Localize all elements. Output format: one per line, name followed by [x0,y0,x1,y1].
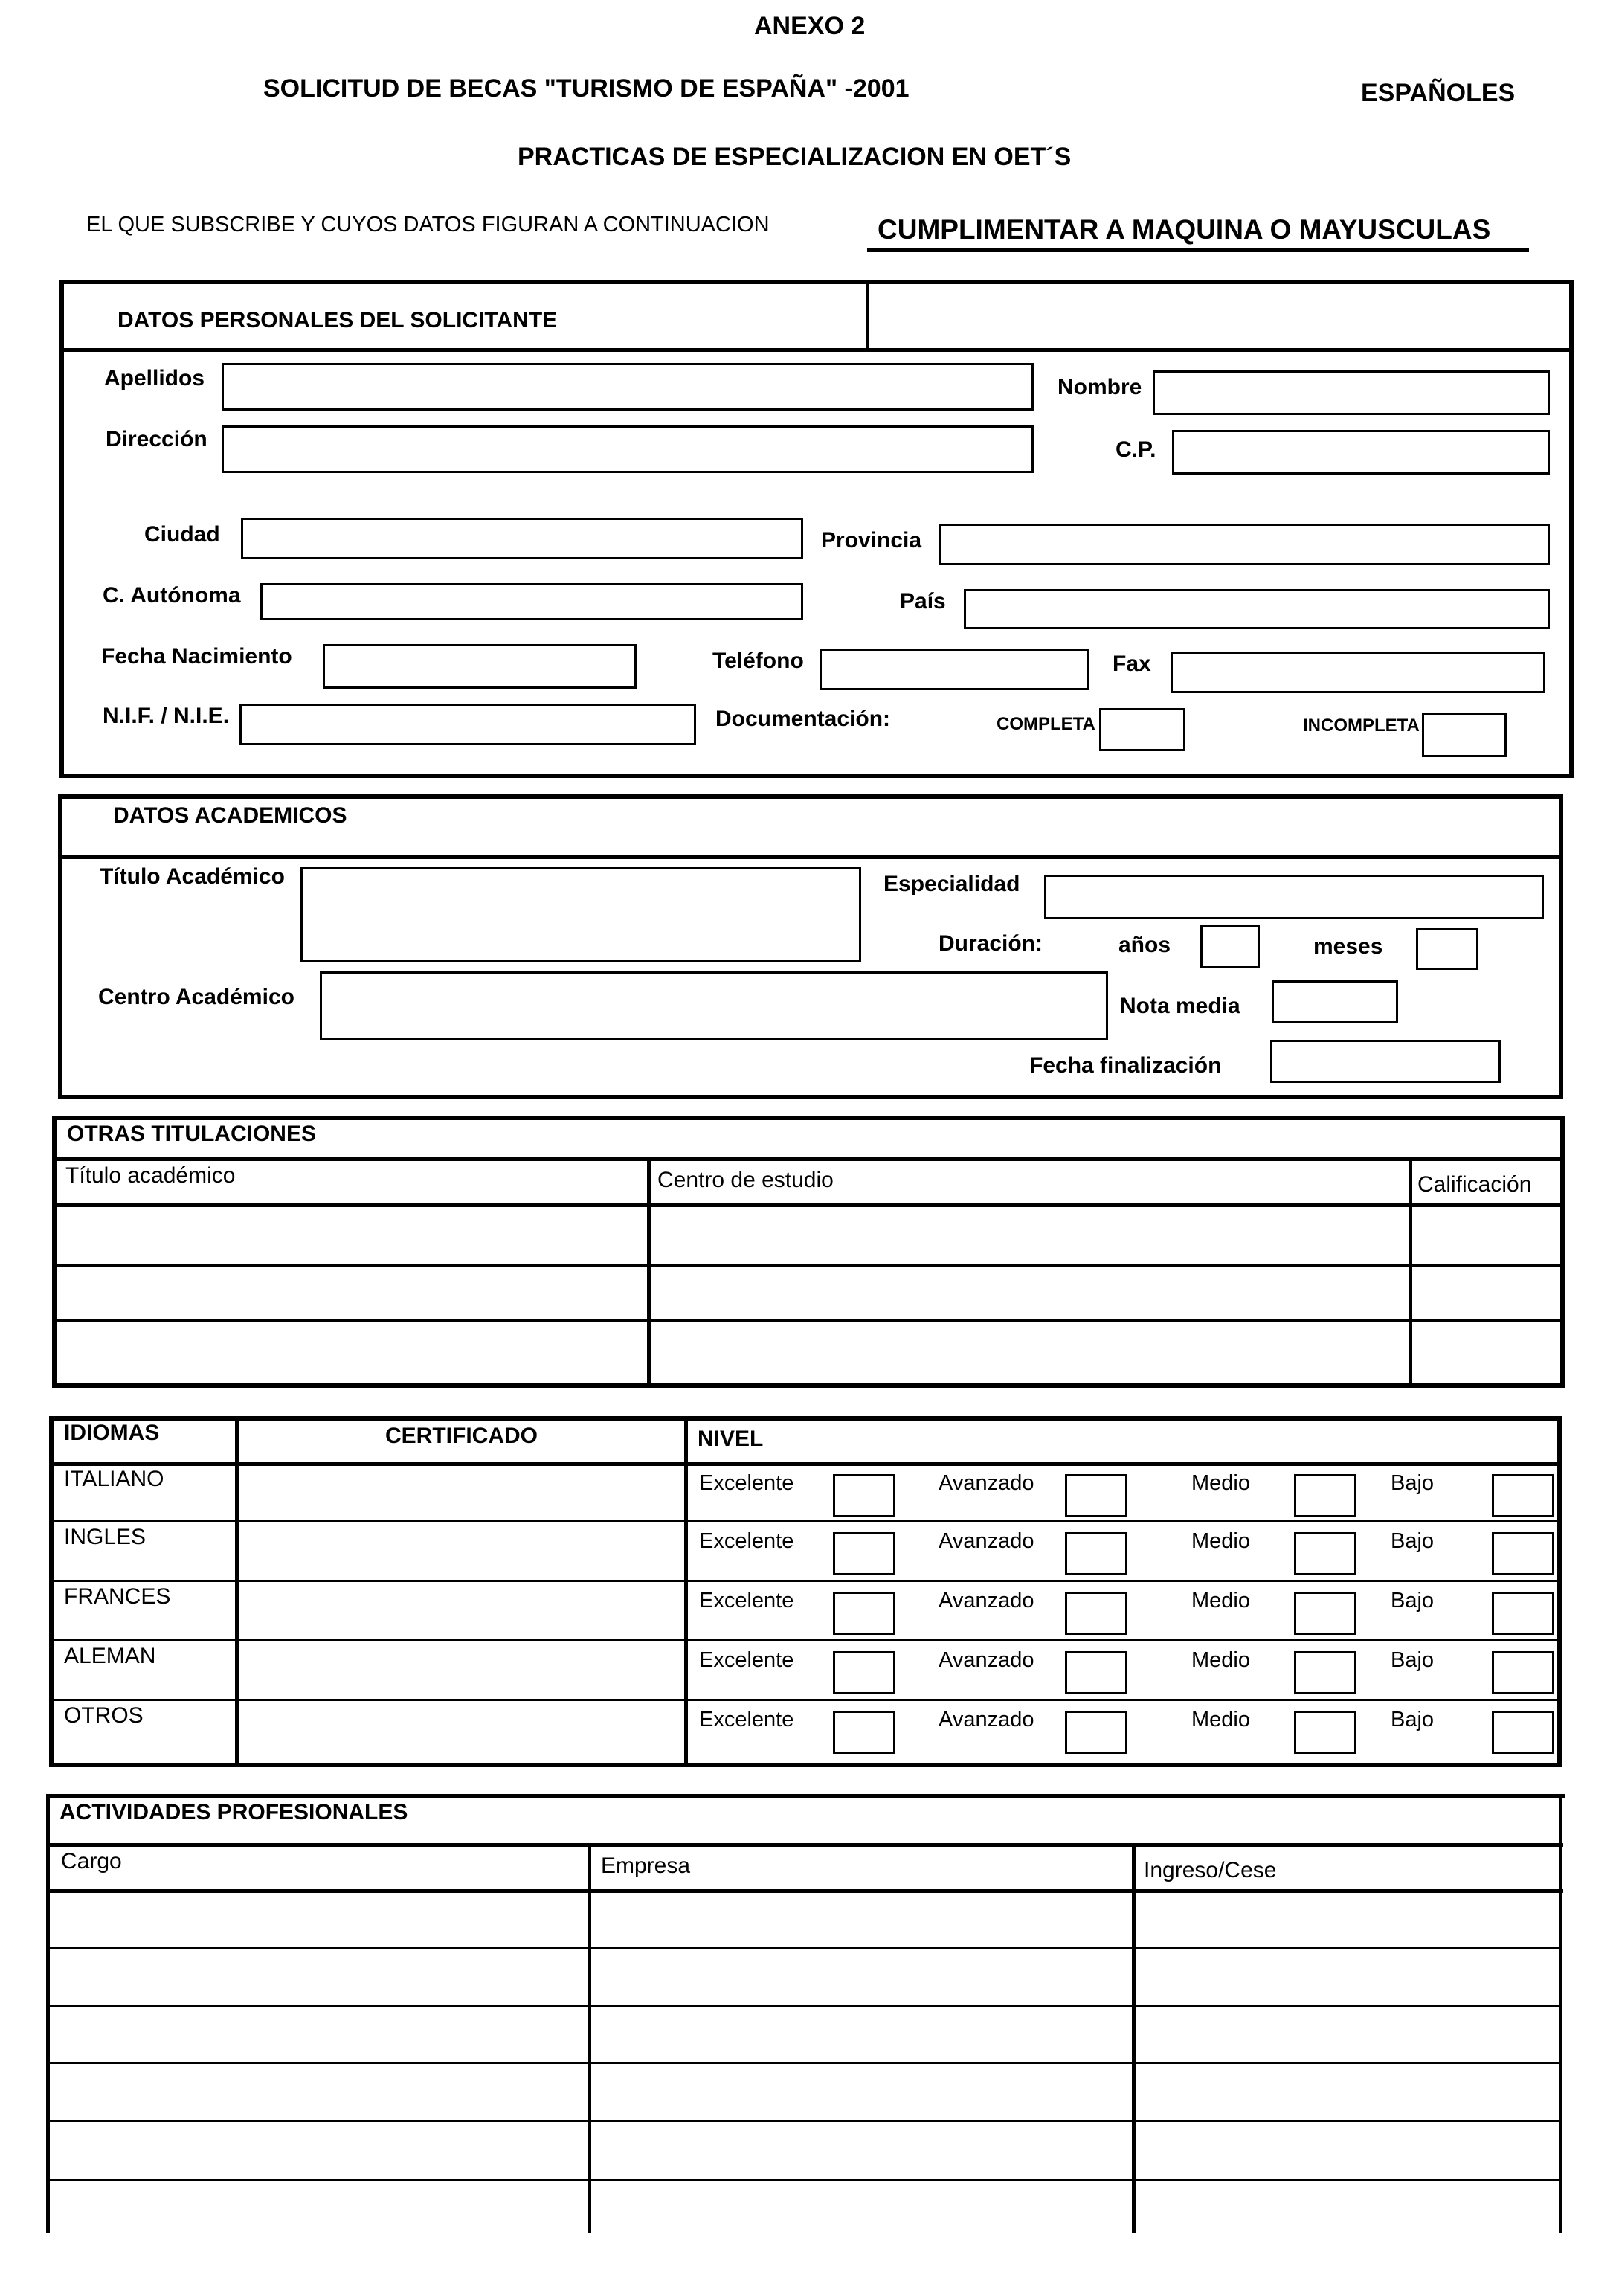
certificado-cell-otros[interactable] [239,1700,681,1755]
otras-col-titulo: Título académico [65,1163,236,1188]
nota-field[interactable] [1272,980,1398,1023]
otras-row-line-1 [57,1264,1560,1267]
personal-header-divider [64,348,1571,352]
level-label-avanzado: Avanzado [939,1471,1034,1495]
actividades-header-divider [46,1843,1563,1847]
pais-label: País [900,589,946,614]
otras-section-title: OTRAS TITULACIONES [67,1122,316,1146]
actividades-row-line-3 [48,2062,1560,2064]
actividades-left-border [46,1794,50,2233]
personal-section-title: DATOS PERSONALES DEL SOLICITANTE [118,308,558,332]
level-label-avanzado: Avanzado [939,1529,1034,1553]
especialidad-label: Especialidad [883,872,1020,896]
especialidad-field[interactable] [1044,875,1544,919]
actividades-row-line-1 [48,1947,1560,1949]
level-label-excelente: Excelente [699,1589,794,1612]
academic-header-divider [62,855,1559,859]
level-label-bajo: Bajo [1391,1708,1435,1731]
actividades-col-split-2 [1132,1845,1136,2233]
level-label-medio: Medio [1191,1589,1250,1612]
level-checkbox-otros-medio[interactable] [1294,1711,1356,1754]
certificado-cell-aleman[interactable] [239,1641,681,1696]
otras-section [52,1116,1565,1388]
completa-checkbox[interactable] [1099,708,1185,751]
certificado-cell-italiano[interactable] [239,1464,681,1519]
level-label-excelente: Excelente [699,1648,794,1672]
level-label-avanzado: Avanzado [939,1708,1034,1731]
provincia-label: Provincia [821,528,922,553]
intro-text: EL QUE SUBSCRIBE Y CUYOS DATOS FIGURAN A CONTINUACION [86,213,770,237]
level-checkbox-aleman-medio[interactable] [1294,1651,1356,1694]
level-checkbox-ingles-bajo[interactable] [1492,1532,1554,1575]
level-label-excelente: Excelente [699,1471,794,1495]
nacimiento-field[interactable] [323,644,637,689]
nombre-label: Nombre [1058,375,1142,399]
level-checkbox-aleman-excelente[interactable] [833,1651,895,1694]
direccion-label: Dirección [106,427,207,451]
level-checkbox-frances-excelente[interactable] [833,1592,895,1635]
cp-label: C.P. [1116,437,1156,462]
completa-label: COMPLETA [997,714,1095,734]
fax-field[interactable] [1171,652,1545,693]
fecha-fin-label: Fecha finalización [1029,1053,1222,1078]
actividades-col-split-1 [588,1845,591,2233]
level-checkbox-ingles-avanzado[interactable] [1065,1532,1127,1575]
centro-field[interactable] [320,971,1108,1040]
meses-field[interactable] [1416,928,1478,970]
level-label-bajo: Bajo [1391,1589,1435,1612]
nif-label: N.I.F. / N.I.E. [103,704,230,728]
level-checkbox-frances-avanzado[interactable] [1065,1592,1127,1635]
instruction-text: CUMPLIMENTAR A MAQUINA O MAYUSCULAS [878,214,1491,245]
actividades-row-line-2 [48,2005,1560,2007]
nif-field[interactable] [239,704,696,745]
idiomas-col-split-1 [235,1418,239,1764]
level-checkbox-italiano-excelente[interactable] [833,1474,895,1517]
otras-colheader-divider [57,1203,1560,1207]
level-checkbox-italiano-bajo[interactable] [1492,1474,1554,1517]
idiomas-col-nivel: NIVEL [698,1427,764,1451]
incompleta-label: INCOMPLETA [1303,716,1420,736]
actividades-row-line-4 [48,2120,1560,2122]
provincia-field[interactable] [939,524,1550,565]
level-checkbox-italiano-medio[interactable] [1294,1474,1356,1517]
telefono-field[interactable] [820,649,1089,690]
level-label-bajo: Bajo [1391,1648,1435,1672]
level-checkbox-frances-medio[interactable] [1294,1592,1356,1635]
anos-label: años [1118,933,1171,957]
cp-field[interactable] [1172,430,1550,475]
fax-label: Fax [1113,652,1151,676]
form-subtitle: PRACTICAS DE ESPECIALIZACION EN OET´S [518,143,1072,171]
otras-col-split-1 [647,1159,651,1383]
anos-field[interactable] [1200,925,1260,968]
level-checkbox-aleman-avanzado[interactable] [1065,1651,1127,1694]
documentacion-label: Documentación: [715,707,891,731]
certificado-cell-ingles[interactable] [239,1522,681,1577]
autonoma-label: C. Autónoma [103,583,241,608]
direccion-field[interactable] [222,425,1034,473]
language-label-aleman: ALEMAN [64,1644,156,1668]
actividades-col-empresa: Empresa [601,1853,691,1878]
level-label-excelente: Excelente [699,1529,794,1553]
idiomas-col-split-2 [684,1418,688,1764]
level-checkbox-ingles-medio[interactable] [1294,1532,1356,1575]
category-label: ESPAÑOLES [1361,79,1516,107]
level-checkbox-italiano-avanzado[interactable] [1065,1474,1127,1517]
duracion-label: Duración: [939,931,1043,956]
personal-header-split [866,284,869,350]
otras-col-calif: Calificación [1417,1172,1532,1197]
form-title: SOLICITUD DE BECAS "TURISMO DE ESPAÑA" -2001 [263,74,910,103]
instruction-underline [867,248,1529,252]
actividades-colheader-divider [46,1889,1563,1893]
level-checkbox-otros-avanzado[interactable] [1065,1711,1127,1754]
telefono-label: Teléfono [712,649,804,673]
ciudad-field[interactable] [241,518,803,559]
fecha-fin-field[interactable] [1270,1040,1501,1083]
nacimiento-label: Fecha Nacimiento [101,644,292,669]
otras-col-centro: Centro de estudio [657,1168,834,1192]
language-label-italiano: ITALIANO [64,1467,164,1491]
level-label-avanzado: Avanzado [939,1648,1034,1672]
idiomas-col-cert: CERTIFICADO [385,1424,538,1448]
apellidos-field[interactable] [222,363,1034,411]
level-label-bajo: Bajo [1391,1529,1435,1553]
ciudad-label: Ciudad [144,522,220,547]
autonoma-field[interactable] [260,583,803,620]
titulo-field[interactable] [300,867,861,962]
level-checkbox-ingles-excelente[interactable] [833,1532,895,1575]
level-label-medio: Medio [1191,1529,1250,1553]
level-label-excelente: Excelente [699,1708,794,1731]
certificado-cell-frances[interactable] [239,1581,681,1636]
meses-label: meses [1313,934,1383,959]
actividades-top-border [46,1794,1565,1798]
otras-row-line-2 [57,1319,1560,1322]
idiomas-col-idiomas: IDIOMAS [64,1421,160,1445]
academic-section-title: DATOS ACADEMICOS [113,803,347,828]
apellidos-label: Apellidos [104,366,205,390]
language-label-frances: FRANCES [64,1584,171,1609]
otras-col-split-2 [1409,1159,1412,1383]
pais-field[interactable] [964,589,1550,629]
titulo-label: Título Académico [100,864,285,889]
level-label-medio: Medio [1191,1708,1250,1731]
actividades-col-cargo: Cargo [61,1849,122,1874]
actividades-right-border [1559,1794,1562,2233]
level-label-medio: Medio [1191,1471,1250,1495]
centro-label: Centro Académico [98,985,294,1009]
level-label-medio: Medio [1191,1648,1250,1672]
otras-header-divider [57,1157,1560,1161]
incompleta-checkbox[interactable] [1422,713,1507,757]
nombre-field[interactable] [1153,370,1550,415]
level-label-bajo: Bajo [1391,1471,1435,1495]
annex-label: ANEXO 2 [754,12,866,40]
actividades-row-line-5 [48,2179,1560,2181]
nota-label: Nota media [1120,994,1240,1018]
actividades-section-title: ACTIVIDADES PROFESIONALES [59,1800,408,1824]
level-checkbox-otros-excelente[interactable] [833,1711,895,1754]
language-label-otros: OTROS [64,1703,144,1728]
level-label-avanzado: Avanzado [939,1589,1034,1612]
language-label-ingles: INGLES [64,1525,147,1549]
actividades-col-ingreso: Ingreso/Cese [1144,1858,1277,1882]
level-checkbox-aleman-bajo[interactable] [1492,1651,1554,1694]
level-checkbox-otros-bajo[interactable] [1492,1711,1554,1754]
level-checkbox-frances-bajo[interactable] [1492,1592,1554,1635]
